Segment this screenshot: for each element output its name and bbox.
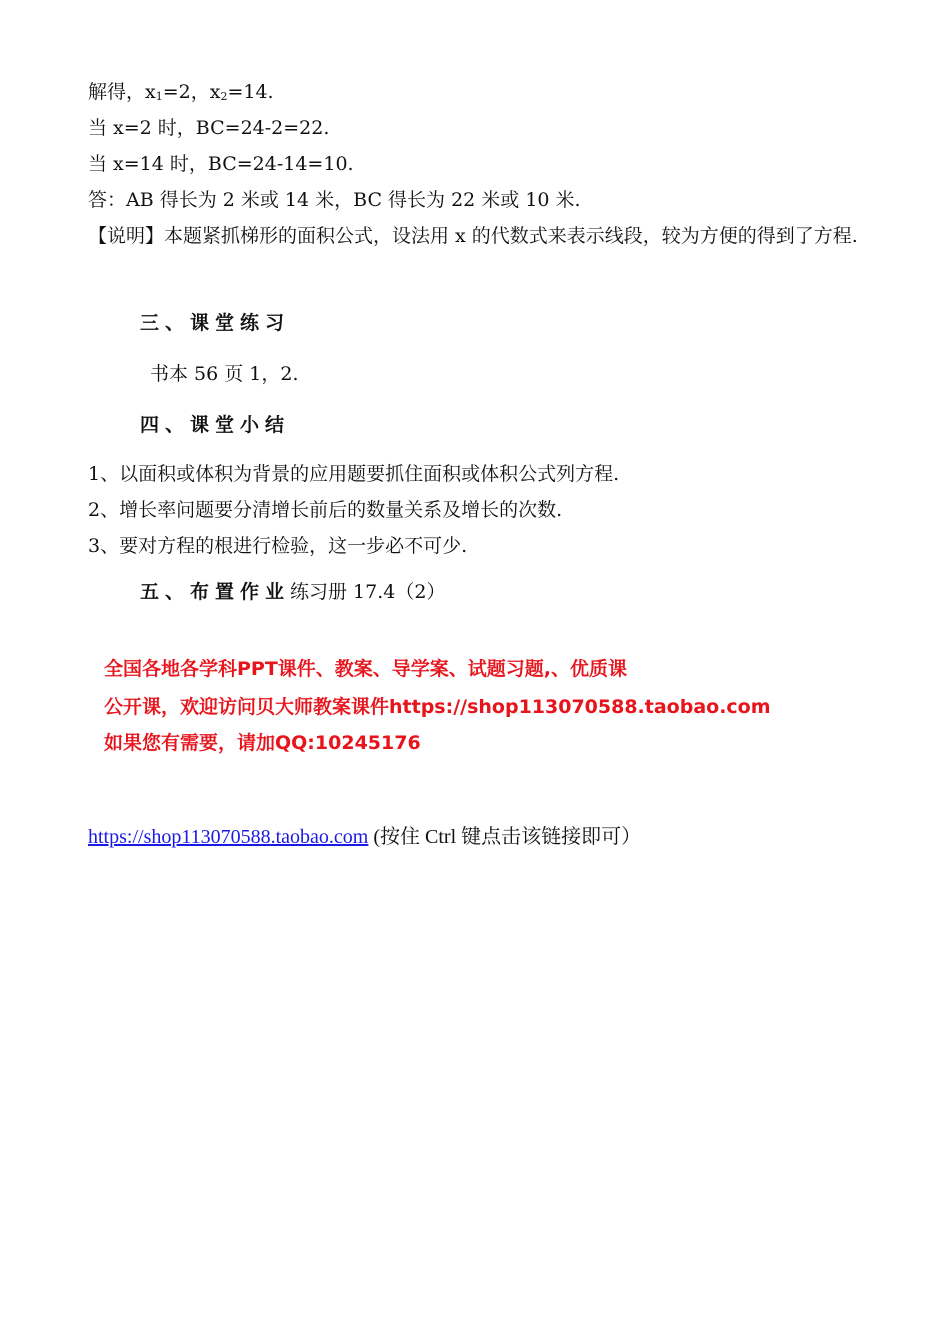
summary-item-2: 2、增长率问题要分清增长前后的数量关系及增长的次数. [88, 499, 563, 521]
section-5-line [140, 580, 445, 604]
note-paragraph: 【说明】本题紧抓梯形的面积公式，设法用 x 的代数式来表示线段，较为方便的得到了方程. [88, 225, 858, 247]
section-5-content: 练习册 17.4（2） [290, 581, 446, 603]
summary-item-3: 3、要对方程的根进行检验，这一步必不可少. [88, 535, 468, 557]
promo-line-1: 全国各地各学科PPT课件、教案、导学案、试题习题,、优质课 [104, 658, 628, 680]
section-5-heading: 五、布置作业 [140, 581, 291, 603]
shop-link[interactable]: https://shop113070588.taobao.com [88, 826, 369, 848]
promo-line-2: 公开课，欢迎访问贝大师教案课件https://shop113070588.taobao.com [104, 696, 771, 718]
solution-line-1-mid: =2，x [162, 81, 221, 103]
footer-line [88, 820, 641, 849]
solution-line-3: 当 x=14 时，BC=24-14=10. [88, 153, 354, 175]
section-4-heading: 四、课堂小结 [140, 414, 291, 436]
section-3-content: 书本 56 页 1，2. [150, 363, 299, 385]
subscript-2: 2 [220, 90, 228, 103]
promo-line-3: 如果您有需要，请加QQ:10245176 [104, 732, 421, 754]
solution-line-1-prefix: 解得，x [88, 81, 156, 103]
section-3-heading: 三、课堂练习 [140, 312, 291, 334]
link-instruction: (按住 Ctrl 键点击该链接即可） [368, 826, 642, 848]
subscript-1: 1 [155, 90, 163, 103]
solution-line-1-suffix: =14. [227, 81, 274, 103]
solution-line-1 [88, 80, 274, 109]
summary-item-1: 1、以面积或体积为背景的应用题要抓住面积或体积公式列方程. [88, 463, 620, 485]
answer-line: 答：AB 得长为 2 米或 14 米，BC 得长为 22 米或 10 米. [88, 189, 581, 211]
solution-line-2: 当 x=2 时，BC=24-2=22. [88, 117, 330, 139]
